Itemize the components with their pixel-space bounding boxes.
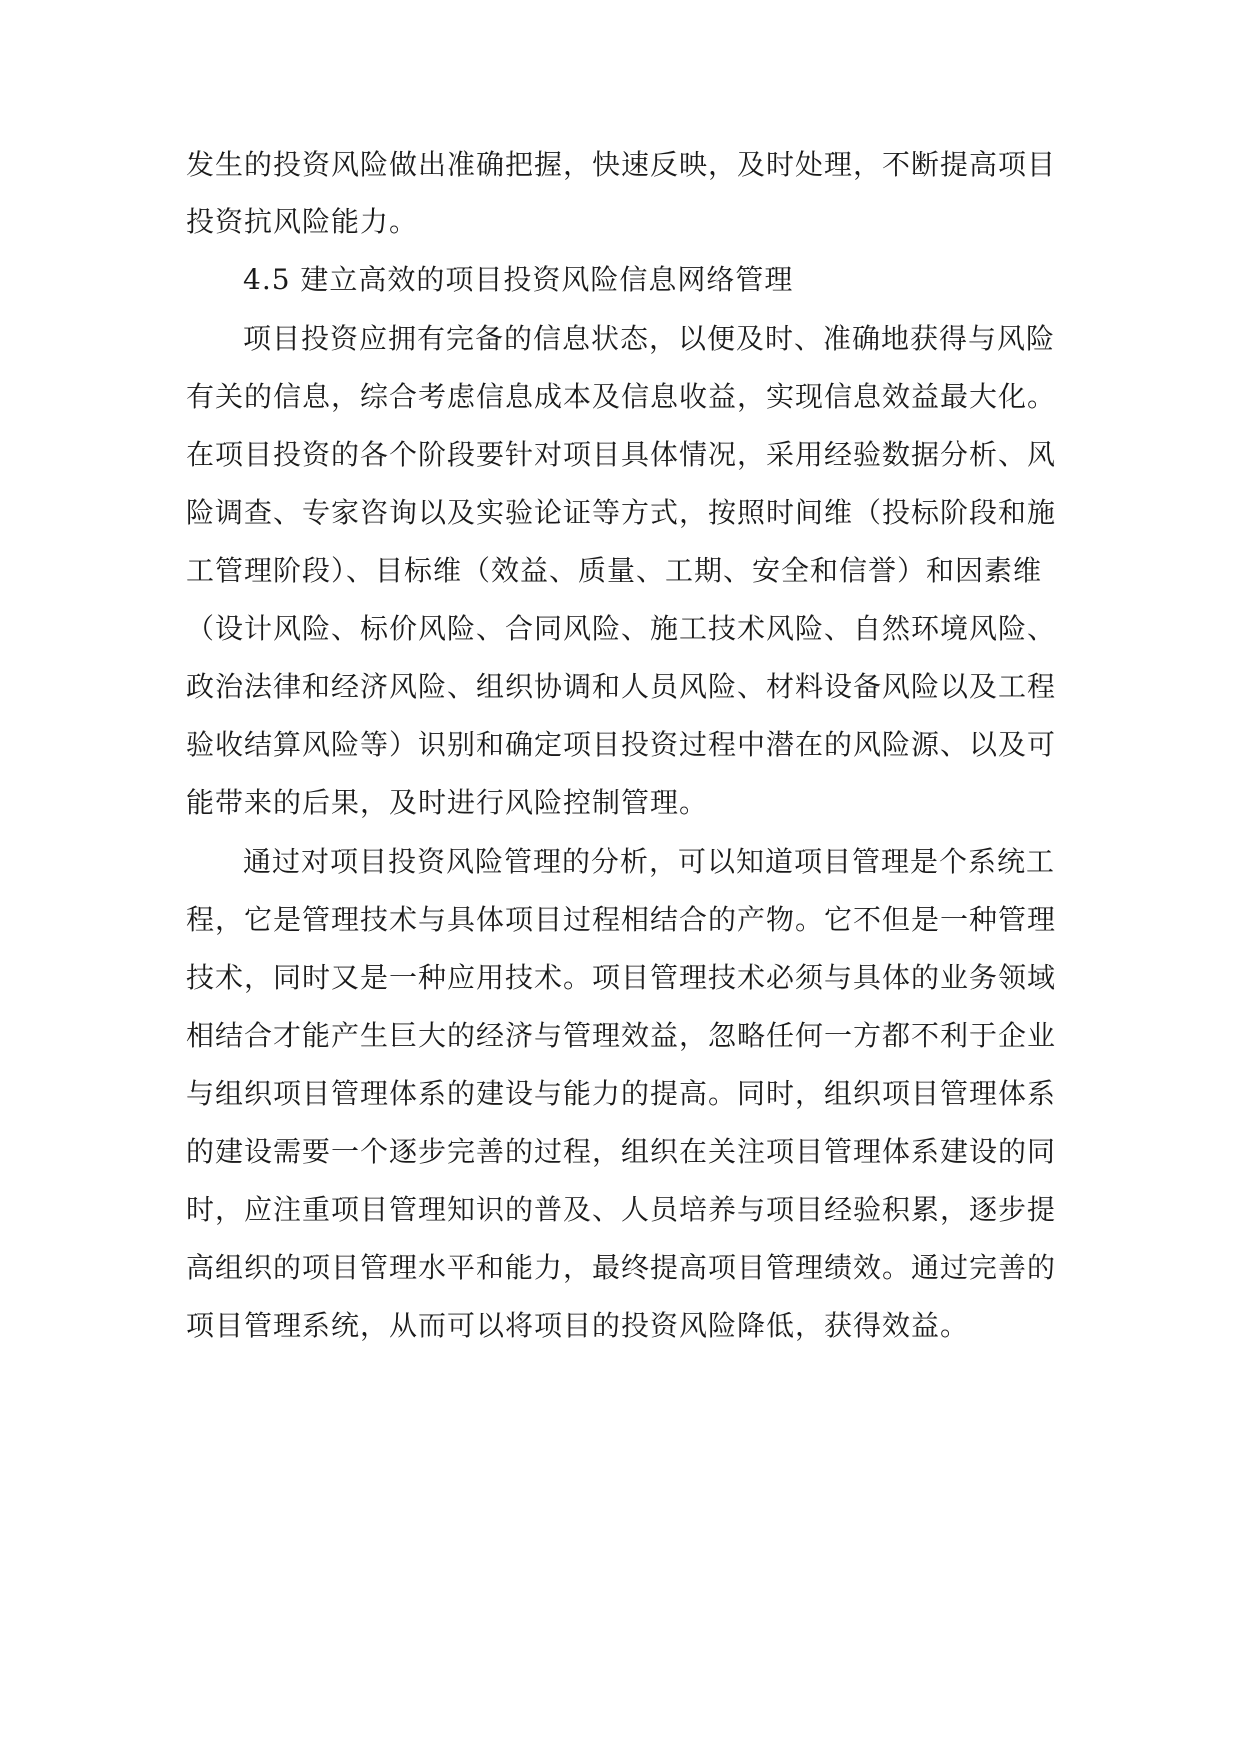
text-line: 工管理阶段）、目标维（效益、质量、工期、安全和信誉）和因素维 <box>186 554 1043 587</box>
text-line: 项目管理系统，从而可以将项目的投资风险降低，获得效益。 <box>186 1309 970 1342</box>
text-line: 时，应注重项目管理知识的普及、人员培养与项目经验积累，逐步提 <box>186 1193 1057 1226</box>
text-line: 发生的投资风险做出准确把握，快速反映，及时处理，不断提高项目 <box>186 148 1057 181</box>
text-line: 高组织的项目管理水平和能力，最终提高项目管理绩效。通过完善的 <box>186 1251 1057 1284</box>
text-line: 程，它是管理技术与具体项目过程相结合的产物。它不但是一种管理 <box>186 903 1057 936</box>
text-line: 验收结算风险等）识别和确定项目投资过程中潜在的风险源、以及可 <box>186 728 1057 761</box>
paragraph-start: 项目投资应拥有完备的信息状态，以便及时、准确地获得与风险 <box>243 322 1056 355</box>
section-heading: 4.5 建立高效的项目投资风险信息网络管理 <box>243 263 794 296</box>
text-line: 技术，同时又是一种应用技术。项目管理技术必须与具体的业务领域 <box>186 961 1057 994</box>
paragraph-start: 通过对项目投资风险管理的分析，可以知道项目管理是个系统工 <box>243 845 1056 878</box>
text-line: 在项目投资的各个阶段要针对项目具体情况，采用经验数据分析、风 <box>186 438 1057 471</box>
text-line: 有关的信息，综合考虑信息成本及信息收益，实现信息效益最大化。 <box>186 380 1057 413</box>
text-line: 投资抗风险能力。 <box>186 205 419 238</box>
text-line: 的建设需要一个逐步完善的过程，组织在关注项目管理体系建设的同 <box>186 1135 1057 1168</box>
text-line: 能带来的后果，及时进行风险控制管理。 <box>186 786 709 819</box>
text-line: 政治法律和经济风险、组织协调和人员风险、材料设备风险以及工程 <box>186 670 1057 703</box>
text-line: 险调查、专家咨询以及实验论证等方式，按照时间维（投标阶段和施 <box>186 496 1057 529</box>
text-line: 相结合才能产生巨大的经济与管理效益，忽略任何一方都不利于企业 <box>186 1019 1057 1052</box>
text-line: （设计风险、标价风险、合同风险、施工技术风险、自然环境风险、 <box>186 612 1057 645</box>
text-line: 与组织项目管理体系的建设与能力的提高。同时，组织项目管理体系 <box>186 1077 1057 1110</box>
